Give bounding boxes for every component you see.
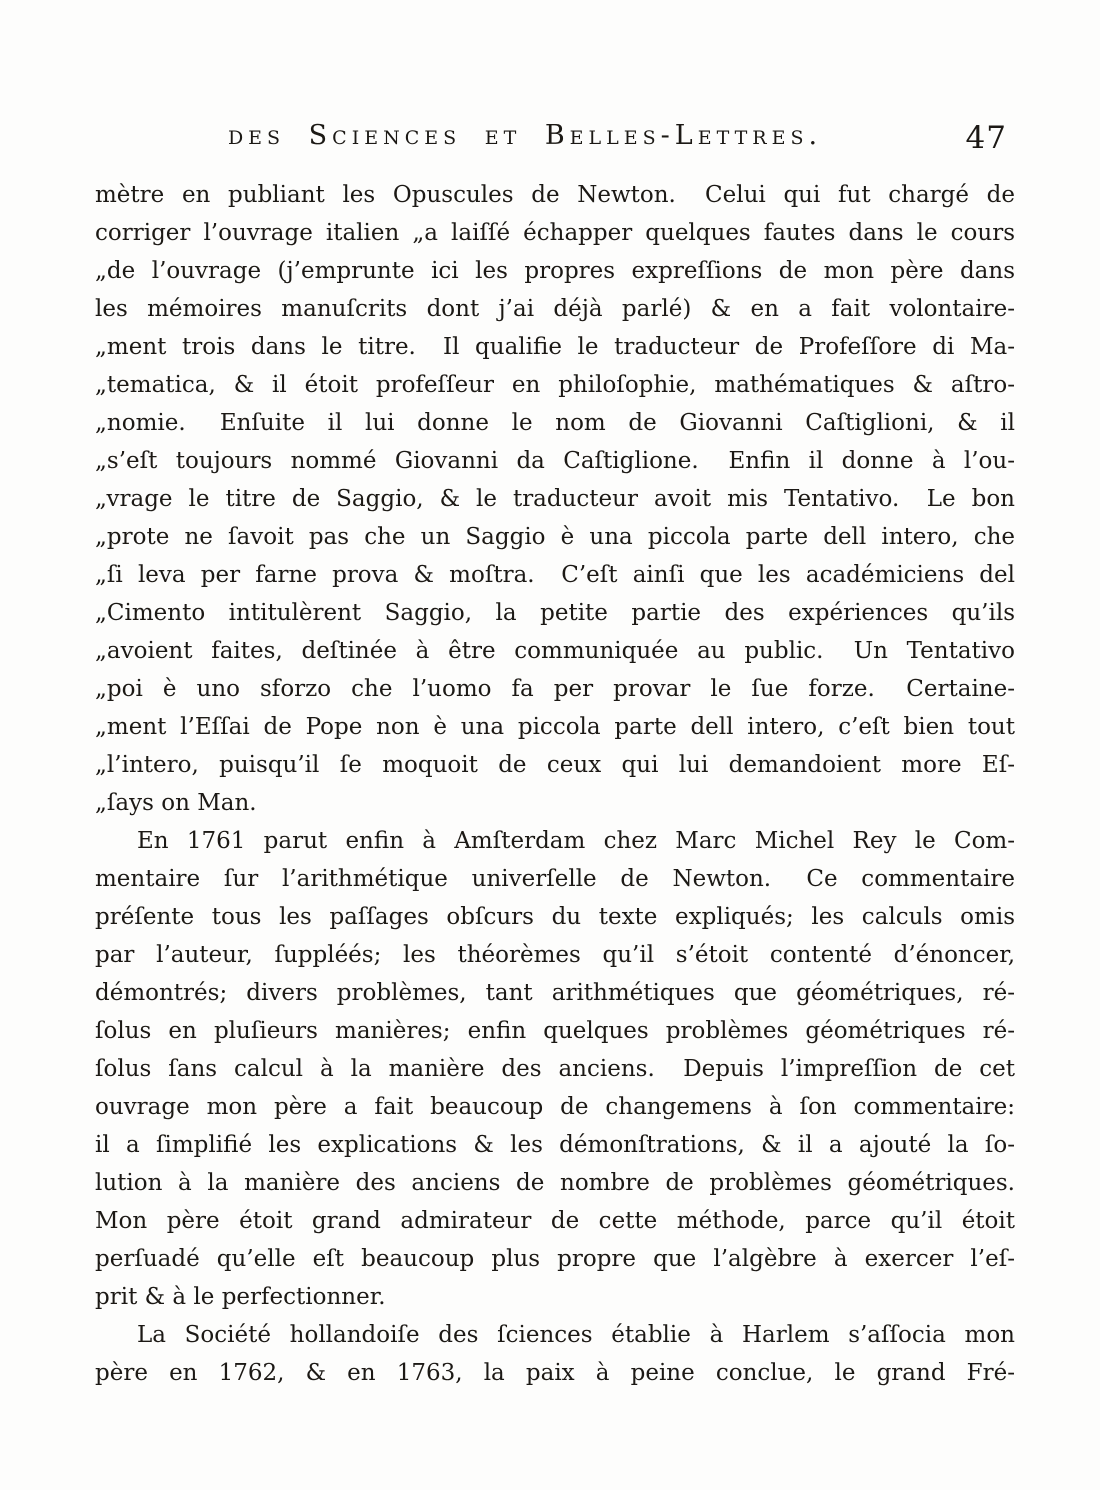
text-line: „ment trois dans le titre. Il qualifie le traducteur de Profeſſore di Ma- bbox=[95, 334, 1015, 360]
text-line: ouvrage mon père a fait beaucoup de changemens à ſon commentaire: bbox=[95, 1094, 1015, 1120]
text-line: perſuadé qu’elle eſt beaucoup plus propre que l’algèbre à exercer l’eſ- bbox=[95, 1246, 1015, 1272]
text-line: „de l’ouvrage (j’emprunte ici les propres expreſſions de mon père dans bbox=[95, 258, 1015, 284]
text-line: „nomie. Enſuite il lui donne le nom de Giovanni Caſtiglioni, & il bbox=[95, 410, 1015, 436]
text-line: „ſi leva per farne prova & moſtra. C’eſt ainſi que les académiciens del bbox=[95, 562, 1015, 588]
text-line: „s’eſt toujours nommé Giovanni da Caſtiglione. Enfin il donne à l’ou- bbox=[95, 448, 1015, 474]
text-line: ſolus ſans calcul à la manière des anciens. Depuis l’impreſſion de cet bbox=[95, 1056, 1015, 1082]
text-line: préſente tous les paſſages obſcurs du texte expliqués; les calculs omis bbox=[95, 904, 1015, 930]
text-line: „Cimento intitulèrent Saggio, la petite partie des expériences qu’ils bbox=[95, 600, 1015, 626]
text-block bbox=[95, 176, 1015, 1392]
header-title: des Sciences et Belles-Lettres. bbox=[227, 120, 823, 151]
text-line: corriger l’ouvrage italien „a laiſſé échapper quelques fautes dans le cours bbox=[95, 220, 1015, 246]
text-line: „prote ne ſavoit pas che un Saggio è una piccola parte dell intero, che bbox=[95, 524, 1015, 550]
text-line: père en 1762, & en 1763, la paix à peine conclue, le grand Fré- bbox=[95, 1360, 1015, 1386]
text-line: „tematica, & il étoit profeſſeur en philoſophie, mathématiques & aſtro- bbox=[95, 372, 1015, 398]
text-line: les mémoires manuſcrits dont j’ai déjà parlé) & en a fait volontaire- bbox=[95, 296, 1015, 322]
text-line: En 1761 parut enfin à Amſterdam chez Marc Michel Rey le Com- bbox=[137, 828, 1015, 854]
text-line: „vrage le titre de Saggio, & le traducteur avoit mis Tentativo. Le bon bbox=[95, 486, 1015, 512]
text-line: „ſays on Man. bbox=[95, 790, 257, 816]
running-header bbox=[95, 116, 1015, 162]
text-line: il a ſimplifié les explications & les démonſtrations, & il a ajouté la ſo- bbox=[95, 1132, 1015, 1158]
text-line: „l’intero, puisqu’il ſe moquoit de ceux qui lui demandoient more Eſ- bbox=[95, 752, 1015, 778]
text-line: La Société hollandoiſe des ſciences établie à Harlem s’aſſocia mon bbox=[137, 1322, 1015, 1348]
text-line: par l’auteur, ſuppléés; les théorèmes qu’il s’étoit contenté d’énoncer, bbox=[95, 942, 1015, 968]
text-line: mètre en publiant les Opuscules de Newton. Celui qui fut chargé de bbox=[95, 182, 1015, 208]
text-line: mentaire ſur l’arithmétique univerſelle de Newton. Ce commentaire bbox=[95, 866, 1015, 892]
text-line: Mon père étoit grand admirateur de cette méthode, parce qu’il étoit bbox=[95, 1208, 1015, 1234]
text-line: „avoient faites, deſtinée à être communiquée au public. Un Tentativo bbox=[95, 638, 1015, 664]
text-line: „poi è uno sforzo che l’uomo fa per provar le ſue forze. Certaine- bbox=[95, 676, 1015, 702]
page-number: 47 bbox=[965, 120, 1007, 156]
text-line: ſolus en pluſieurs manières; enfin quelques problèmes géométriques ré- bbox=[95, 1018, 1015, 1044]
text-line: prit & à le perfectionner. bbox=[95, 1284, 386, 1310]
text-line: „ment l’Eſſai de Pope non è una piccola parte dell intero, c’eſt bien tout bbox=[95, 714, 1015, 740]
text-line: démontrés; divers problèmes, tant arithmétiques que géométriques, ré- bbox=[95, 980, 1015, 1006]
text-line: lution à la manière des anciens de nombre de problèmes géométriques. bbox=[95, 1170, 1015, 1196]
